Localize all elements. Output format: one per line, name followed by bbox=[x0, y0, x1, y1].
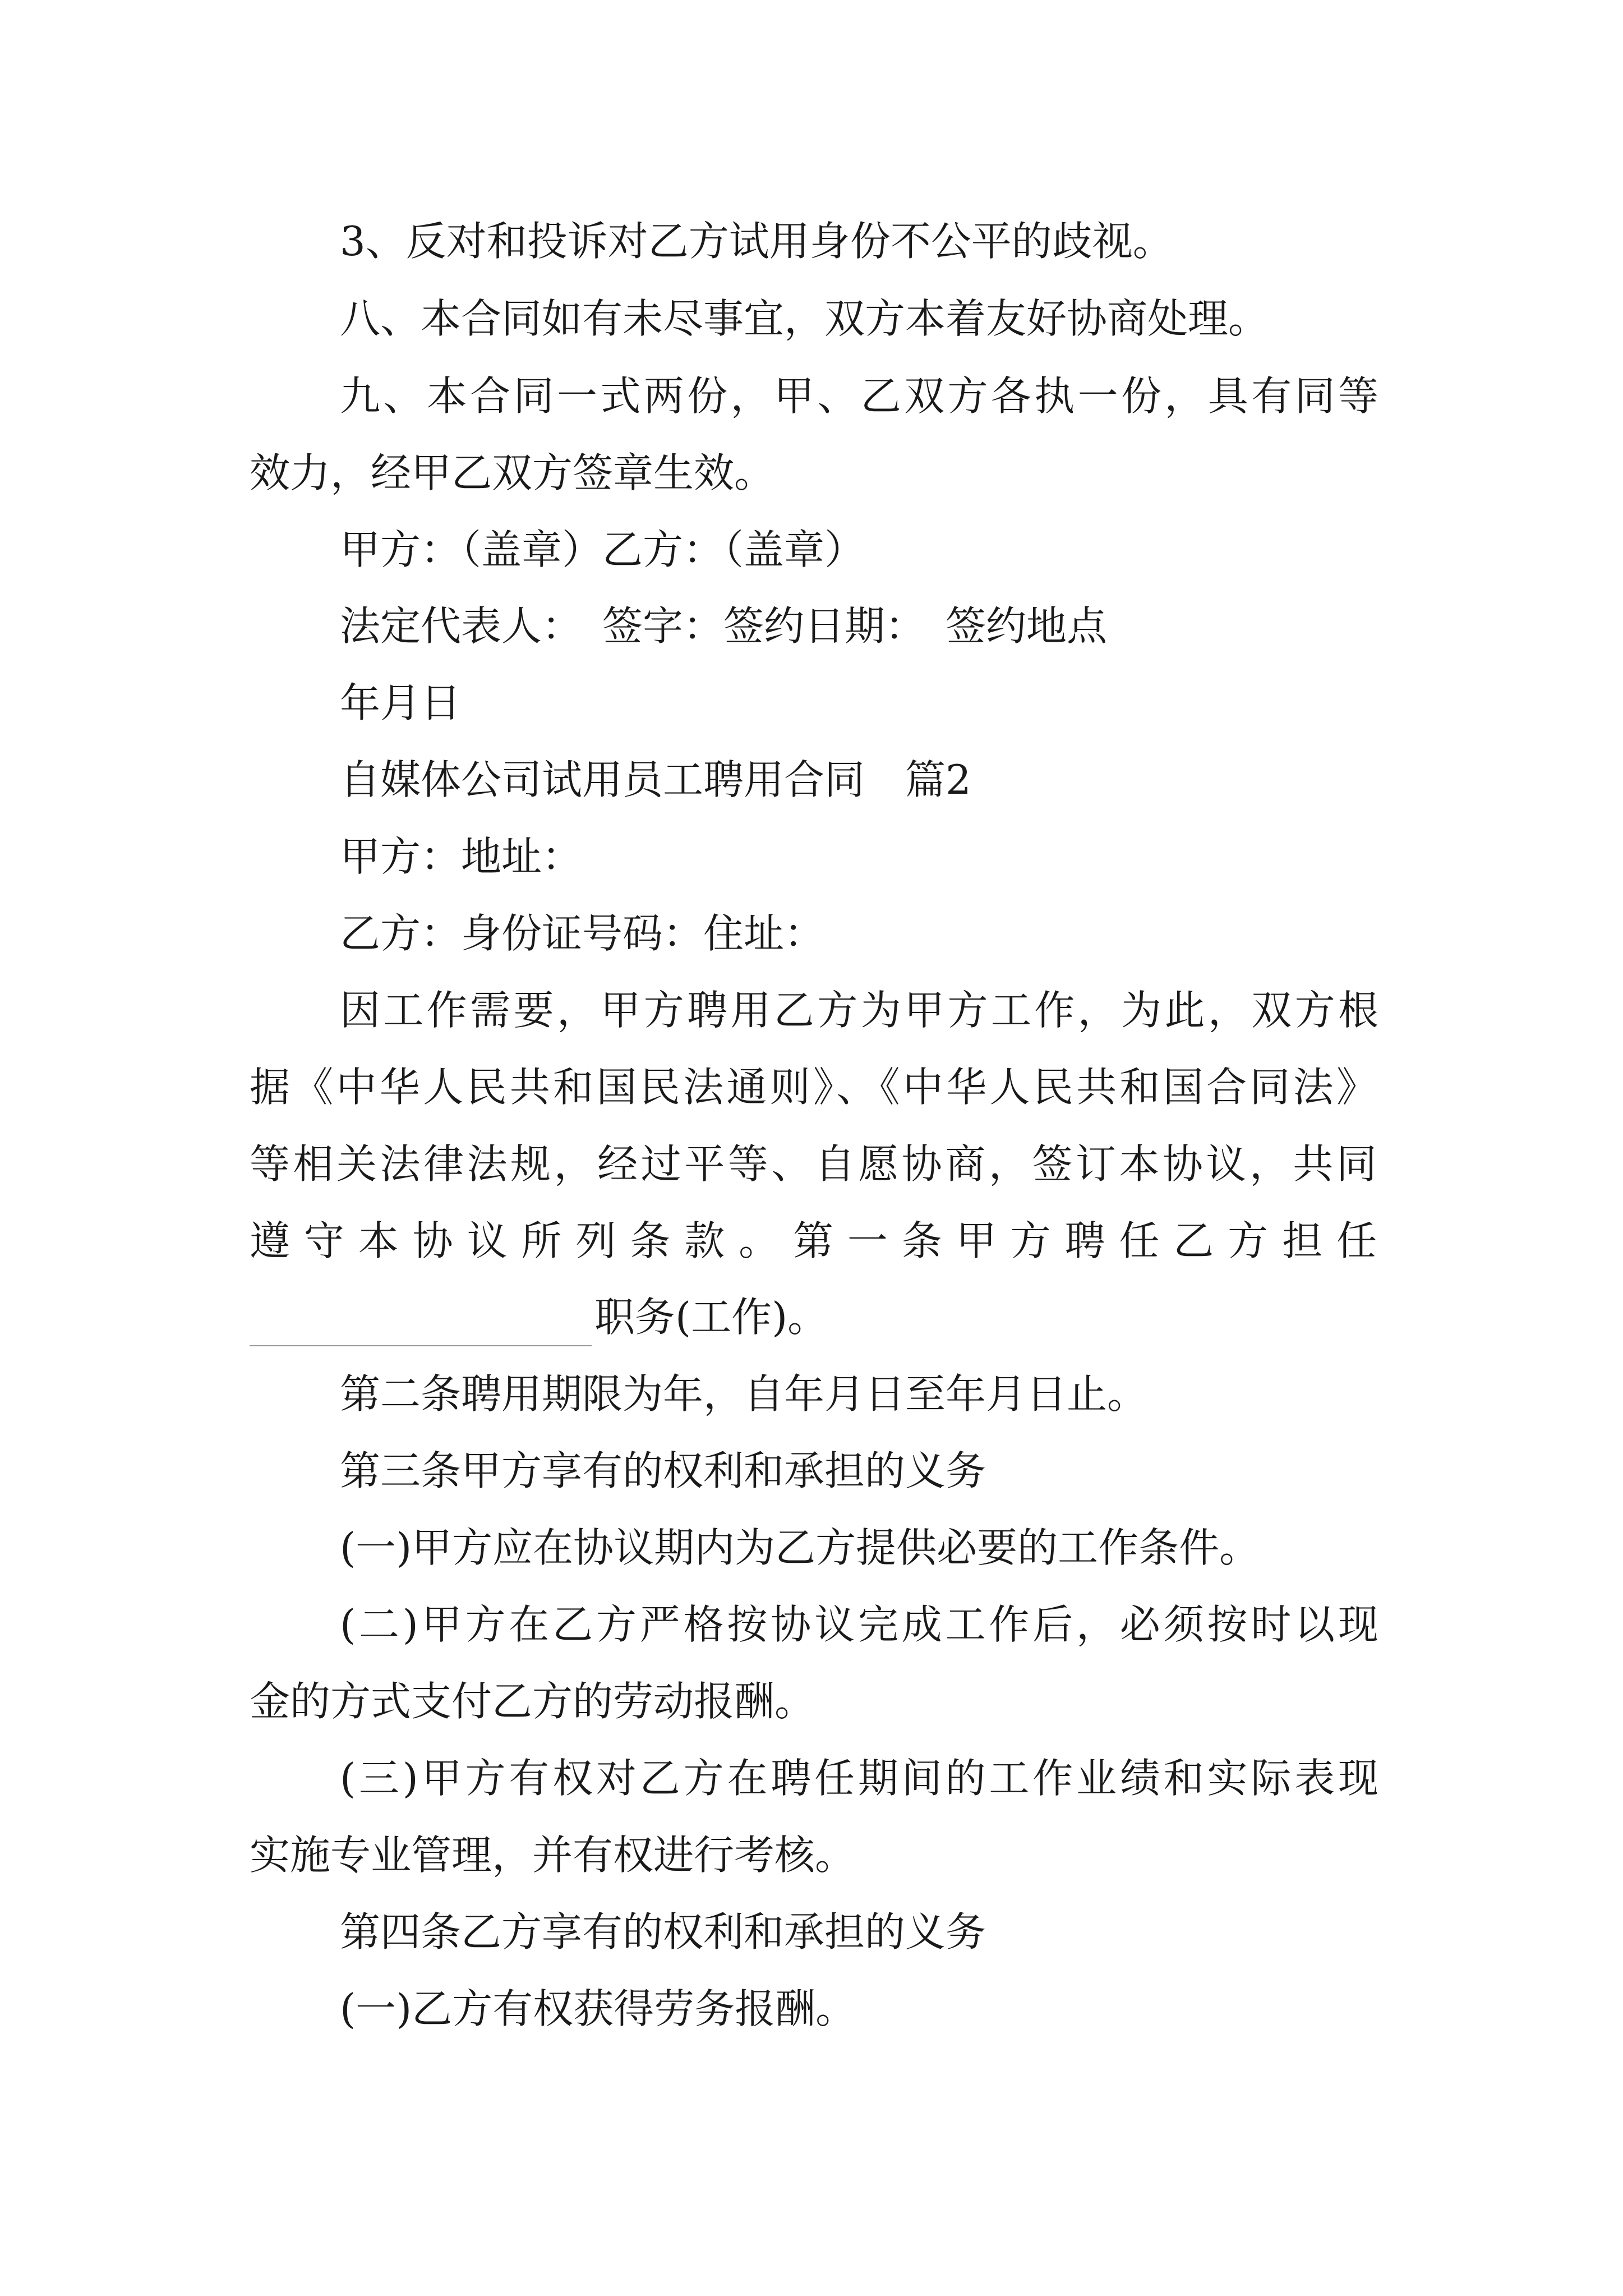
paragraph-line: 遵守本协议所列条款。第一条甲方聘任乙方担任 bbox=[250, 1217, 1377, 1264]
paragraph-line: 八、本合同如有未尽事宜，双方本着友好协商处理。 bbox=[340, 295, 1269, 342]
date-line: 年月日 bbox=[340, 679, 462, 726]
paragraph-line: 第二条聘用期限为年，自年月日至年月日止。 bbox=[340, 1370, 1148, 1418]
party-b-line: 乙方：身份证号码：住址： bbox=[340, 910, 825, 957]
paragraph-line: 3、反对和投诉对乙方试用身份不公平的歧视。 bbox=[340, 218, 1173, 265]
paragraph-line: (三)甲方有权对乙方在聘任期间的工作业绩和实际表现 bbox=[340, 1755, 1378, 1802]
paragraph-line: 因工作需要，甲方聘用乙方为甲方工作，为此，双方根 bbox=[340, 987, 1378, 1034]
paragraph-line: (一)甲方应在协议期内为乙方提供必要的工作条件。 bbox=[340, 1524, 1260, 1571]
paragraph-line: (一)乙方有权获得劳务报酬。 bbox=[340, 1985, 856, 2032]
paragraph-line: (二)甲方在乙方严格按协议完成工作后，必须按时以现 bbox=[340, 1601, 1378, 1648]
signature-details-line: 法定代表人： 签字：签约日期： 签约地点 bbox=[340, 602, 1108, 650]
party-a-line: 甲方：地址： bbox=[340, 833, 583, 880]
paragraph-line: 等相关法律法规，经过平等、自愿协商，签订本协议，共同 bbox=[250, 1140, 1377, 1188]
article-heading: 第四条乙方享有的权利和承担的义务 bbox=[340, 1908, 986, 1955]
paragraph-line: 效力，经甲乙双方签章生效。 bbox=[250, 449, 775, 496]
paragraph-line: 九、本合同一式两份，甲、乙双方各执一份，具有同等 bbox=[340, 372, 1378, 420]
fill-in-blank bbox=[250, 1345, 592, 1346]
article-heading: 第三条甲方享有的权利和承担的义务 bbox=[340, 1447, 986, 1494]
paragraph-line: 职务(工作)。 bbox=[594, 1294, 828, 1341]
signature-parties-line: 甲方：（盖章）乙方：（盖章） bbox=[340, 526, 865, 573]
section-heading: 自媒体公司试用员工聘用合同 篇2 bbox=[340, 756, 971, 803]
paragraph-line: 实施专业管理，并有权进行考核。 bbox=[250, 1832, 856, 1879]
paragraph-line: 据《中华人民共和国民法通则》、《中华人民共和国合同法》 bbox=[250, 1064, 1377, 1111]
paragraph-line: 金的方式支付乙方的劳动报酬。 bbox=[250, 1678, 815, 1725]
